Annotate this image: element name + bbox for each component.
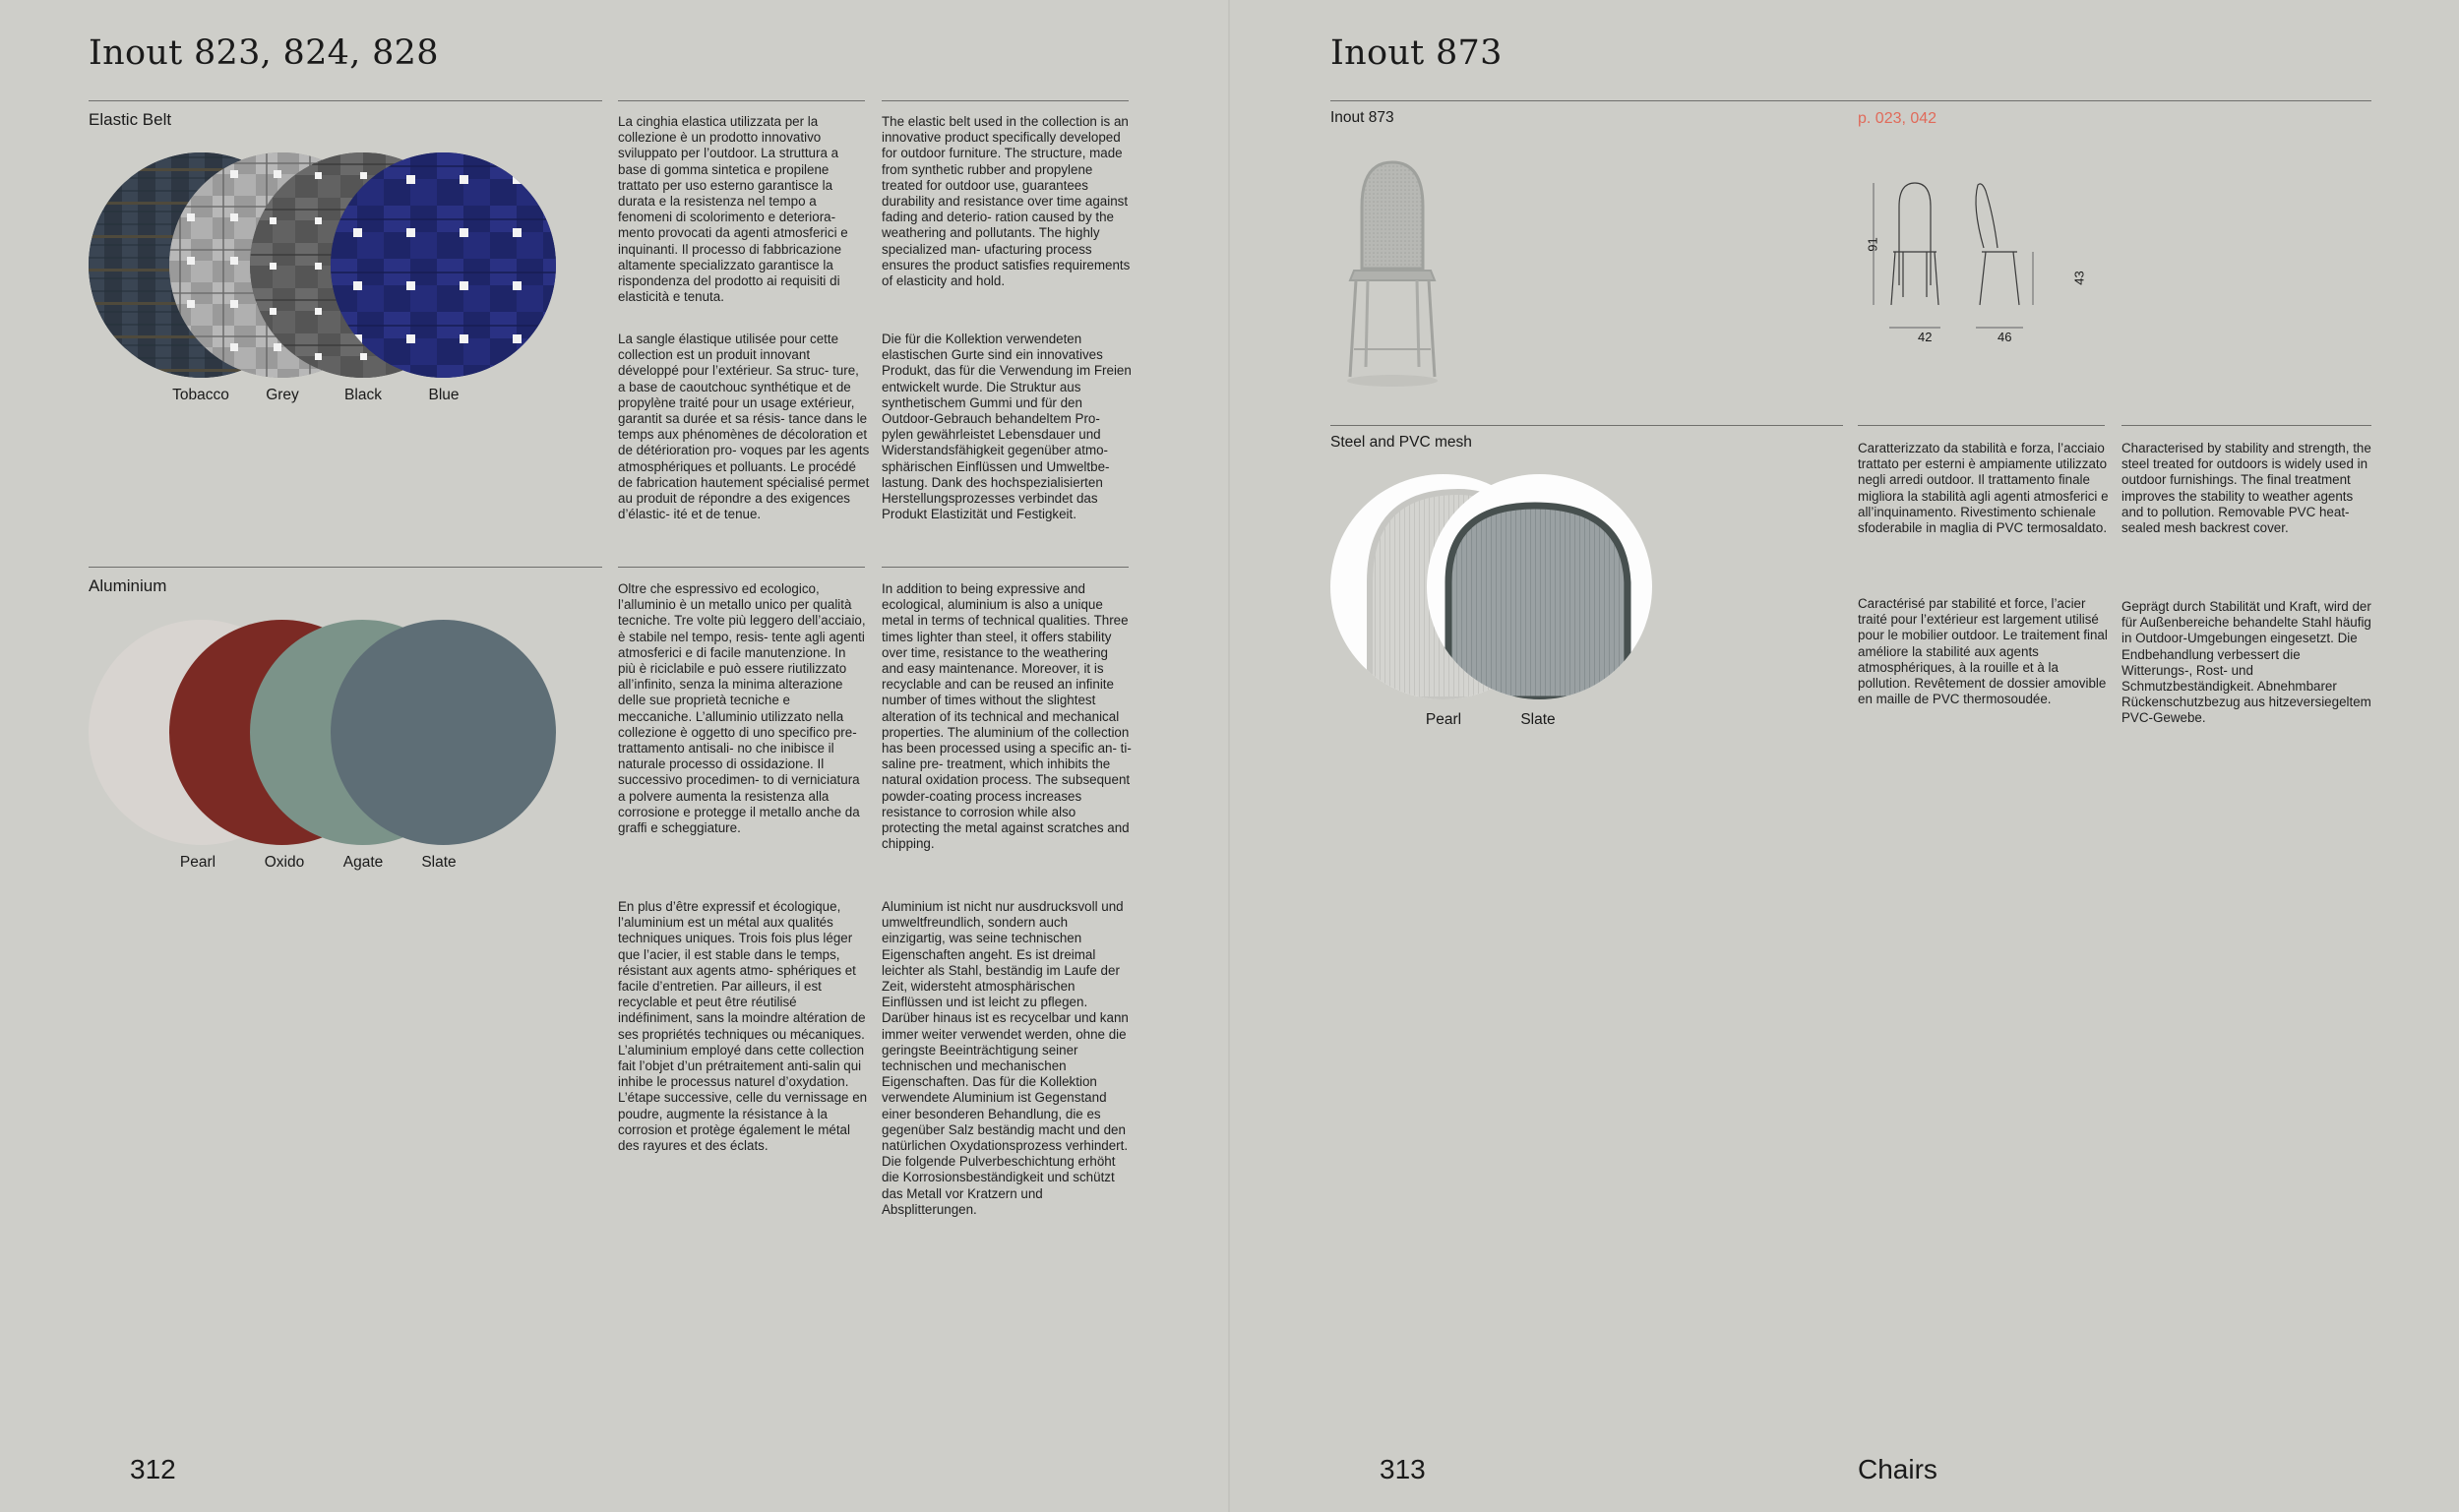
dimension-width: 42 xyxy=(1918,330,1933,344)
text-italian: Oltre che espressivo ed ecologico, l’alluminio è un metallo unico per qualità tecniche. Tre volte più leggero dell’acciaio, è stabile nel tempo, resis- tente agli agenti atmosferici e di facile manutenzione. In più è riciclabile e può essere riutilizzato all’infinito, senza la minima alterazione delle sue proprietà tecniche e meccaniche. L’alluminio utilizzato nella collezione è oggetto di uno specifico pre-trattamento antisali- no che inibisce il naturale processo di ossidazione. Il successivo procedimen- to di verniciatura a polvere aumenta la resistenza alla corrosione e protegge il metallo anche da graffi e scheggiature. xyxy=(618,581,866,836)
chair-photo xyxy=(1340,152,1445,393)
swatch-blue xyxy=(331,152,556,378)
divider xyxy=(882,567,1129,568)
swatch-label: Slate xyxy=(1520,711,1556,728)
swatch-slate xyxy=(1427,474,1652,699)
text-english: The elastic belt used in the collection is an innovative product specifically developed for outdoor furniture. The structure, made from synthetic rubber and propylene treated for outdoor use, guarantees durability and resistance over time against fading and deterio- ration caused by the weathering and pollutants. The highly specialized man- ufacturing process ensures the product satisfies requirements of elasticity and hold. xyxy=(882,114,1131,289)
swatch-label: Tobacco xyxy=(172,387,229,403)
swatch-label: Pearl xyxy=(179,854,216,871)
dimension-drawing xyxy=(1858,177,2094,349)
page-reference[interactable]: p. 023, 042 xyxy=(1858,110,1937,127)
swatch-label: Agate xyxy=(342,854,384,871)
swatch-label: Pearl xyxy=(1425,711,1462,728)
divider xyxy=(2121,425,2371,426)
text-german: Die für die Kollektion verwendeten elastischen Gurte sind ein innovatives Produkt, das für die Verwendung im Freien entwickelt wurde. Die Struktur aus synthetischem Gummi und für den Outdoor-Gebrauch behandeltem Pro- pylen gewährleistet Lebensdauer und Widerstandsfähigkeit gegenüber atmo- sphärischen Einflüssen und Umweltbe- lastung. Dank des hochspezialisierten Herstellungsprozesses verbindet das Produkt Elastizität und Festigkeit. xyxy=(882,332,1132,522)
left-page xyxy=(0,0,1229,1512)
divider xyxy=(618,567,865,568)
section-label-mesh: Steel and PVC mesh xyxy=(1330,434,1472,451)
divider xyxy=(89,100,602,101)
right-page xyxy=(1230,0,2459,1512)
product-label: Inout 873 xyxy=(1330,109,1394,126)
text-french: La sangle élastique utilisée pour cette collection est un produit innovant développé pour l’extérieur. Sa struc- ture, a base de caoutchouc synthétique et de propylène traité pour un usage extérieur, garantit sa durée et sa résis- tance dans le temps aux phénomènes de décoloration et de détérioration pro- voques par les agents atmosphériques et polluants. Le procédé de fabrication hautement spécialisé permet au produit de répondre a des exigences d’élastic- ité et de tenue. xyxy=(618,332,870,522)
page-number: 312 xyxy=(130,1454,176,1484)
text-italian: La cinghia elastica utilizzata per la collezione è un prodotto innovativo sviluppato per l’outdoor. La struttura a base di gomma sintetica e propilene trattato per uso esterno garantisce la durata e la resistenza nel tempo a fenomeni di scolorimento e deteriora- mento provocati da agenti atmosferici e inquinanti. Il processo di fabbricazione altamente specializzato garantisce la rispondenza del prodotto ai requisiti di elasticità e tenuta. xyxy=(618,114,848,305)
section-name: Chairs xyxy=(1858,1454,1937,1484)
page-number: 313 xyxy=(1380,1454,1426,1484)
divider xyxy=(89,567,602,568)
text-german: Geprägt durch Stabilität und Kraft, wird der für Außenbereiche behandelte Stahl häufig in Outdoor-Umgebungen eingesetzt. Die Endbehandlung verbessert die Witterungs-, Rost- und Schmutzbeständigkeit. Abnehmbarer Rückenschutzbezug aus hitzeversiegeltem PVC-Gewebe. xyxy=(2121,599,2371,726)
dimension-height: 91 xyxy=(1865,237,1880,252)
swatch-label: Slate xyxy=(421,854,457,871)
text-french: Caractérisé par stabilité et force, l’acier traité pour l’extérieur est largement utilisé pour le mobilier outdoor. Le traitement final améliore la stabilité aux agents atmosphériques, à la rouille et à la pollution. Revêtement de dossier amovible en maille de PVC thermosoudée. xyxy=(1858,596,2108,707)
divider xyxy=(1858,425,2105,426)
swatch-label: Blue xyxy=(428,387,460,403)
woven-texture xyxy=(331,152,556,378)
swatch-label: Black xyxy=(344,387,382,403)
section-label-aluminium: Aluminium xyxy=(89,576,167,595)
text-english: Characterised by stability and strength, the steel treated for outdoors is widely used in outdoor furnishings. The final treatment improves the stability to weather agents and to pollution. Removable PVC heat-sealed mesh backrest cover. xyxy=(2121,441,2371,536)
page-title: Inout 823, 824, 828 xyxy=(89,33,439,73)
text-german: Aluminium ist nicht nur ausdrucksvoll und umweltfreundlich, sondern auch einzigartig, was seine technischen Eigenschaften angeht. Es ist dreimal leichter als Stahl, beständig im Laufe der Zeit, widersteht atmosphärischen Einflüssen und ist leicht zu pflegen. Darüber hinaus ist es recycelbar und kann immer weiter verwendet werden, ohne die geringste Beeinträchtigung seiner technischen und mechanischen Eigenschaften. Das für die Kollektion verwendete Aluminium ist Gegenstand einer besonderen Behandlung, die es gegenüber Salz beständig macht und den natürlichen Oxydationsprozess verhindert. Die folgende Pulverbeschichtung erhöht die Korrosionsbeständigkeit und schützt das Metall vor Kratzern und Absplitterungen. xyxy=(882,899,1129,1217)
swatch-slate xyxy=(331,620,556,845)
text-french: En plus d’être expressif et écologique, l’aluminium est un métal aux qualités techniques uniques. Trois fois plus léger que l’acier, il est stable dans le temps, résistant aux agents atmo- sphériques et facile d’entretien. Par ailleurs, il est recyclable et peut être réutilisé indéfiniment, sans la moindre altération de ses propriétés techniques ou mécaniques. L’aluminium employé dans cette collection fait l’objet d’un prétraitement anti-salin qui inhibe le processus naturel d’oxydation. L’étape successive, celle du vernissage en poudre, augmente la résistance à la corrosion et protège également le métal des rayures et des éclats. xyxy=(618,899,868,1154)
divider xyxy=(1330,425,1843,426)
page-title: Inout 873 xyxy=(1330,33,1503,73)
text-english: In addition to being expressive and ecological, aluminium is also a unique metal in terms of technical qualities. Three times lighter than steel, it offers stability over time, resistance to the weathering and easy maintenance. Moreover, it is recyclable and can be reused an infinite number of times without the slightest alteration of its technical and mechanical properties. The aluminium of the collection has been processed using a specific an- ti-saline pre- treatment, which inhibits the natural oxidation process. The subsequent powder-coating process increases resistance to corrosion while also protecting the metal against scratches and chipping. xyxy=(882,581,1132,852)
dimension-seat-height: 43 xyxy=(2071,271,2087,285)
divider xyxy=(882,100,1129,101)
section-label-elastic-belt: Elastic Belt xyxy=(89,110,172,129)
swatch-label: Grey xyxy=(266,387,299,403)
divider xyxy=(1330,100,2371,101)
divider xyxy=(618,100,865,101)
swatch-label: Oxido xyxy=(264,854,305,871)
text-italian: Caratterizzato da stabilità e forza, l’acciaio trattato per esterni è ampiamente utilizzato negli arredi outdoor. Il trattamento finale migliora la stabilità agli agenti atmosferici e all’inquinamento. Rivestimento schienale sfoderabile in maglia di PVC termosaldato. xyxy=(1858,441,2109,536)
dimension-depth: 46 xyxy=(1998,330,2012,344)
mesh-texture xyxy=(1427,474,1652,699)
